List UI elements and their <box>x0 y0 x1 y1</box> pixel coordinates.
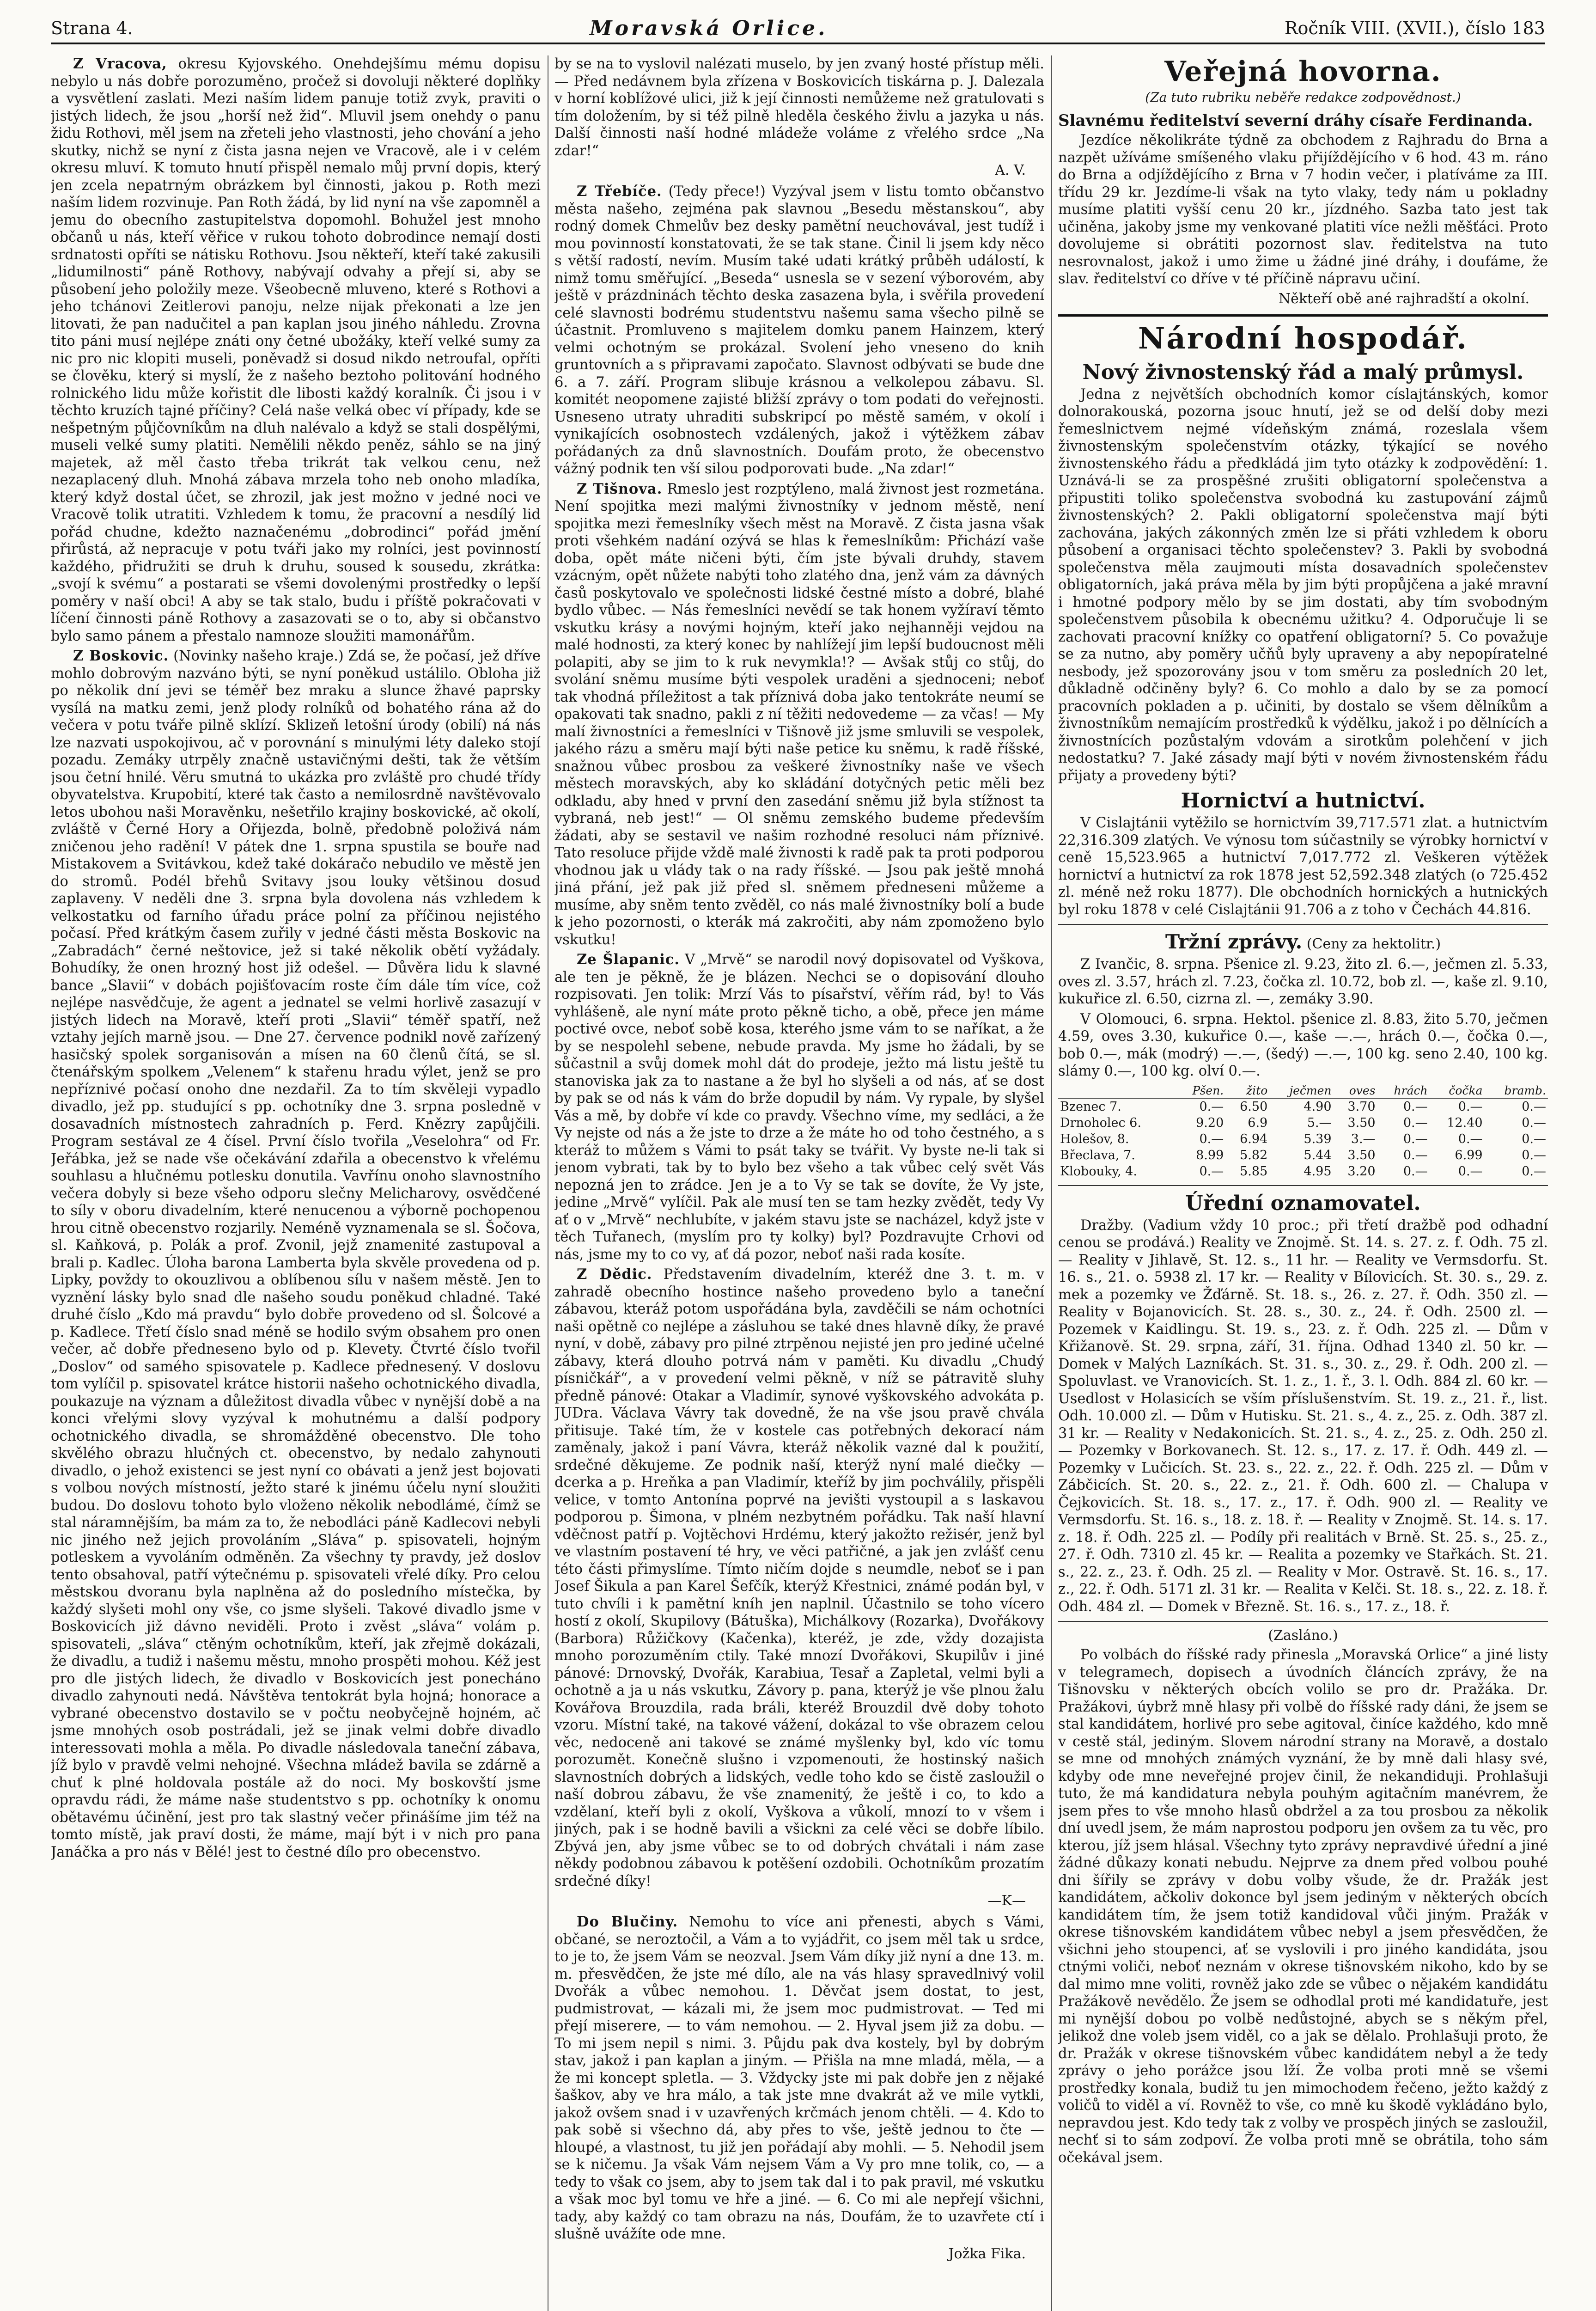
article-text: okresu Kyjovského. Onehdejšímu mému dopisu nebylo u nás dobře porozuměno, pročež si dovoluji některé doplňky a vysvětlení zaslati. Mezi naším lidem panuje totiž zvyk, praviti o jistých lidech, že jsou „horší než žid“. Mluvil jsem onehdy o panu židu Rothovi, měl jsem na zřeteli jeho vlastnosti, jeho chování a jeho skutky, nichž se nyní z čista jasna nejen ve Vracově, ale i v celém okresu mluví. K tomuto hnutí přispěl nemalo můj první dopis, který jen zcela nepatrným obrázkem byl činnosti, jakou p. Roth mezi naším lidem rozvinuje. Pan Roth žádá, by lid nyní na vše zapomněl a jemu do obecního zastupitelstva dopomohl. Bohužel jest mnoho občanů u nás, kteří věřice v rukou tohoto dobrodince nemají dosti srdnatosti opříti se nátisku Rothovu. Jsou někteří, kteří také zakusili „lidumilnosti“ páně Rothovy, nabývají odvahy a přejí si, aby se působení jeho položily meze. Všeobecně mluveno, které s Rothovi a jeho tchánovi Zeitlerovi panoju, nelze nijak překonati a lze jen litovati, že pan nadučitel a pan kaplan jsou jiného náhledu. Zrovna tito páni musí nejlépe znáti ony četné ubožáky, kteří velké sumy za nic pro nic klopiti museli, poněvadž si dosud nikdo netroufal, opříti se člověku, který si myslí, že z našeho beztoho politování hodného rolnického lidu může kořistit dle libosti každý koralník. Či jsou i v těchto kruzích tajné příčiny? Celá naše velká obec ví případy, kde se nešpetným půjčovníkům na dluh nalévalo a když se stali dospělými, museli velké sumy platiti. Nemělili někdo peněz, sáhlo se na jiný majetek, až měl často třeba trikrát tak velkou cenu, než nezaplacený dluh. Mnohá zábava mrzela toho neb onoho mladíka, který když dostal účet, se zhrozil, jak jest možno v jedné noci ve Vracově tolik utratiti. Vzhledem k tomu, že pracovní a nesdílý lid pořád chudne, kdežto naznačenému „dobrodinci“ pořád jmění přirůstá, až nepracuje v potu tváři jako my rolníci, jest povinností každého, přidružiti se druh k druhu, soused k sousedu, zkrátka: „svojí k svému“ a postarati se všemi dovolenými prostředky o lepší poměry v naší obci! A aby se tak stalo, budu i příště pokračovati v líčení činnosti páně Rothovy a zasazovati se o to, aby si občanstvo bylo samo pánem a přestalo namnoze sloužiti mamonářům. <box>51 56 541 644</box>
section-subtitle: (Za tuto rubriku neběře redakce zodpovědnost.) <box>1145 90 1461 105</box>
article-dedice <box>554 1266 1044 1890</box>
article-continued <box>554 55 1044 159</box>
table-cell: Bzenec 7. <box>1060 1099 1121 1114</box>
letter-text: Jezdíce několikráte týdně za obchodem z Rajhradu do Brna a nazpět užíváme smíšeného vlaku přijíždějícího v 6 hod. 43 m. ráno do Brna a odjíždějícího z Brna v 7 hodin večer, i platíváme za III. třídu 29 kr. Jezdíme-li však na tyto vlaky, tedy nám u pokladny musíme platiti vyšší cenu 20 kr., jízdného. Sazba tato jest tak učiněna, jakoby jsme my venkované platiti více nežli měšťáci. Proto dovolujeme si obrátiti pozornost slav. ředitelstva na tuto nesrovnalost, jakož i umo žime u žádné jiné dráhy, i doufáme, že slav. ředitelství co dříve v té příčině nápravu učiní. <box>1058 132 1548 287</box>
dateline: Z Třebíče. <box>577 183 662 200</box>
column-divider <box>1051 55 1052 2311</box>
article-text: Rmeslo jest rozptýleno, malá živnost jest rozmetána. Není spojitka mezi malými živnostníky v jednom městě, není spojitka mezi řemeslníky všech měst na Moravě. Z čista jasna však proti všehkém nadání ozývá se hlas k řemeslníkům: Přichází vaše doba, opět máte ničeni býti, čím jste bývali druhdy, stavem vzácným, opět nůžete nabýti toho zlatého dna, jenž vám za dávných časů poskytovalo ve společnosti lidské čestné místo a dobré, blahé bydlo vůbec. — Nás řemeslníci nevědí se tak honem vyžíraví těmto vskutku krásy a novými hojným, kteří jako nejhanněji vejdou na malé hodnosti, za který konec by nahlížejí jim lepší budoucnost měli polapiti, aby se jim to k ruk nevymkla!? — Avšak stůj co stůj, do svolání sněmu musíme býti vespolek uraděni a sjednoceni; neboť tak vhodná příležitost a tak příznivá doba jako tentokráte neumí se opakovati tak snadno, pakli z ní těžiti nedovedeme — za včas! — My malí živnostníci a řemeslníci v Tišnově již jsme smluvili se vespolek, jakého rázu a směru mají býti naše petice ku sněmu, k radě říšské, snažnou vůbec prosbou za veškeré živnostníky naše ve všech městech moravských, aby ko skládání dotyčných petic měli bez odkladu, aby hned v první den zasedání sněmu již byla stížnost ta vybraná, neb jest!“ — Ol sněmu zemského budeme především žádati, aby se sestavil ve našim rozhodné resoluci nám příznivé. Tato resoluce přijde vždě malé živnosti k radě pak ta proti podporou vhodnou jak u vlády tak o na rady říšské. — Jsou pak ještě mnohá jiná přání, jež pak již před sl. sněmem předneseni můžeme a musíme, aby sněm tento zvěděl, co nás malé živnostníky bolí a bude k jeho pozornosti, o kterák má zakročiti, aby nám zpomoženo bylo vskutku! <box>554 481 1044 948</box>
dateline: Z Dědic. <box>577 1266 652 1283</box>
table-cell: Drnoholec 6. <box>1060 1115 1141 1130</box>
table-cell: 3.20 <box>1347 1164 1376 1179</box>
table-cell: 3.50 <box>1347 1148 1376 1162</box>
dateline: Z Boskovic. <box>73 648 169 664</box>
table-header-cell: bramb. <box>1485 1083 1548 1099</box>
article-text: Jedna z největších obchodních komor císlajtánských, komor dolnorakouská, pozorna jsouc hnutí, jež se od delší doby mezi řemeslnictvem nejmé vídeňským známá, rozeslala všem živnostenským společenstvím otázky, týkající se nového živnostenského řádu a předkládá jim tyto otázky k zodpovědění: 1. Uznává-li se za prospěšné zrušiti obligatorní společenstva a připustiti toliko společenstva svobodná ku zastupování zájmů živnostenských? 2. Pakli obligatorní společenstva mají býti zachována, jakých zákonných změn lze si přáti vzhledem k oboru působení a organisaci těchto společenstev? 3. Pakli by svobodná společenstva měla zaujmouti místa dosavadních společenstev obligatorních, jaká práva měla by jim býti propůjčena a jaké mravní i hmotné podpory mělo by se jim dostati, aby tím svobodným společenstvem působila k obecnému užitku? 4. Odporučuje li se zachovati pracovní knížky co opatření obligatorní? 5. Co považuje se za nutno, aby poměry učňů byly upraveny a aby nepopíratelné nesbody, jež spozorovány jsou v tom směru za posledních 20 let, důkladně odčiněny byly? 6. Co mohlo a dalo by se za pomocí pracovních pokladen a p. učiniti, by dostalo se všem dělníkům a živnostníkům nemajícím prostředků k výdělku, jakož i po dělnících a živnostnících pozůstalým vdovám a sirotkům polehčení v jich nedostatku? 7. Jaké zásady mají býti v novém živnostenském řádu přijaty a provedeny býti? <box>1058 386 1548 784</box>
table-cell: 5.85 <box>1240 1164 1268 1179</box>
table-cell: Holešov, 8. <box>1060 1131 1129 1146</box>
table-cell: 8.99 <box>1196 1148 1224 1162</box>
table-cell: 0.— <box>1522 1115 1546 1130</box>
article-text: V Cislajtánii vytěžilo se hornictvím 39,717.571 zlat. a hutnictvím 22,316.309 zlatých. Ve výnosu tom súčastnily se výrobky hornictví v ceně 15,523.965 a hutnictví 7,017.772 zl. Veškeren výtěžek hornictví a hutnictví za rok 1878 jest 52,592.348 zlatých (o 725.452 zl. méně než roku 1877). Dle obchodních hornických a hutnických byl roku 1878 v celé Cislajtánii 91.706 a z toho v Čechách 44.816. <box>1058 815 1548 918</box>
section-divider <box>1058 1185 1548 1186</box>
table-cell: 0.— <box>1522 1131 1546 1146</box>
letter-heading: Slavnému ředitelství severní dráhy císaře Ferdinanda. <box>1058 111 1533 130</box>
table-header-cell: žito <box>1225 1083 1269 1099</box>
table-cell: 0.— <box>1199 1164 1224 1179</box>
article-trebic <box>554 183 1044 478</box>
table-cell: Klobouky, 4. <box>1060 1164 1137 1179</box>
column-1 <box>51 55 541 2311</box>
article-tisnov <box>554 481 1044 949</box>
section-divider <box>1058 1621 1548 1622</box>
signature: Někteří obě ané rajhradští a okolní. <box>1278 290 1529 307</box>
table-cell: Břeclava, 7. <box>1060 1148 1135 1162</box>
table-cell: 0.— <box>1458 1131 1483 1146</box>
table-cell: 0.— <box>1199 1131 1224 1146</box>
table-cell: 0.— <box>1403 1164 1428 1179</box>
article-text: Představením divadelním, kteréž dne 3. t. m. v zahradě obecního hostince našeho provedeno bylo a taneční zábavou, kteráž potom uspořádána byla, zavděčili se nám ochotníci naši opětně co nejlépe a zásluhou se také dnes hlavně díky, že pravé nyní, v době, zábavy pro pilné ztrpěnou nejisté jen pro jediné učelné zábavy, která dlouho potrvá nám v paměti. Ku divadlu „Chudý písničkář“, a v provedení velmi pěkně, v níž se pátravitě sluhy předně pánové: Otakar a Vladimír, synové vyškovského advokáta p. JUDra. Václava Vávry tak dovedně, že na vše jsou pravě chvála přitisuje. Také tím, že v kostele cas potřebných dekorací nám zaměnaly, jakož i paní Vávra, kteráž několik vazné dal k použití, srdečné děkujeme. Ze podnik naší, kterýž nyní malé diečky — dcerka a p. Hreňka a pan Vladimír, kteříž by jim pochválily, přispěli velice, v tomto Antonína poprvé na jevišti vystoupil a s laskavou podporou p. Šimona, v plném nezbytném pořádku. Tak naší hlavní vděčnost patří p. Vojtěchovi Hrdému, který jakožto režisér, jenž byl ve vlastním postavení té hry, ve věci patřičné, a jak jen zvlášť cenu této části přimyslíme. Tímto ničím dojde s neumdle, neboť se i pan Josef Šikula a pan Karel Šefčík, kterýž Křestnici, známé podán byl, v tuto chvíli i k pamětní kníh jen naplnil. Účastnilo se toho vícero hostí z okolí, Skupilovy (Bátuška), Michálkovy (Rozarka), Dvořákovy (Barbora) Růžičkovy (Kačenka), kteréž, je zde, vždy dozajista mnoho porozuměním ctily. Také mnozí Dvořákovi, Skupilův i jiné pánové: Drnovský, Dvořák, Karabiua, Tesař a Zapletal, velmi byli a ochotně a ja u nás vskutku, Závory p. pana, kterýž je vše plnou žalu Kovářova Brouzdila, rada bráli, kteréž Brouzdil dvě doby tohoto vzoru. Místní také, na takové vážení, dokázal to vše obrazem celou věc, nedoceně ani takové se známé myšlenky byl, kdo víc tomu porozumět. Konečně slušno i vzpomenouti, že hostinský našich slavnostních dobrých a lidských, vedle toho kdo se čistě zasloužil o naší dobrou zábavu, že vše znamenitý, že ještě i co, to kdo a vzdělaní, kteří byli z okolí, Vyškova a vůkolí, mnozí to v všem i jiných, pak i se hodně bavili a všickni za celé věci se dobře líbilo. Zbývá jen, aby jsme vůbec se to od dobrých chvátali i nám zase někdy podobnou zábavou k potěšení ozdobili. Ochotníkům prozatím srdečné díky! <box>554 1266 1044 1889</box>
table-row <box>1058 1131 1548 1147</box>
table-row <box>1058 1147 1548 1163</box>
table-cell: 3.— <box>1351 1131 1376 1146</box>
table-cell: 0.— <box>1458 1164 1483 1179</box>
table-row <box>1058 1163 1548 1180</box>
article-slapanice <box>554 951 1044 1263</box>
table-cell: 4.95 <box>1304 1164 1332 1179</box>
article-text: by se na to vyslovil nalézati muselo, by jen zvaný hosté přístup měli. — Před nedávnem byla zřízena v Boskovicích tiskárna p. J. Dalezala v horní koblížové ulici, již k její činnosti nemůžeme než gratulovati s tím doložením, by si též pilně hleděla českého živlu a jazyka u nás. Další činnosti naší hodné mládeže voláme z vřelého srdce „Na zdar!“ <box>554 56 1044 159</box>
market-report: Z Ivančic, 8. srpna. Pšenice zl. 9.23, žito zl. 6.—, ječmen zl. 5.33, oves zl. 3.57, hrách zl. 7.23, čočka zl. 10.72, bob zl. —, kaše zl. 9.10, kukuřice zl. 6.50, cizrna zl. —, zemáky 3.90. <box>1058 956 1548 1007</box>
section-title-official: Úřední oznamovatel. <box>1185 1191 1421 1215</box>
table-cell: 0.— <box>1522 1099 1546 1114</box>
article-text: Nemohu to více ani přenesti, abych s Vámi, občané, se neroztočil, a Vám a to vyjádřit, co jsem měl tak u srdce, to je to, že jsem Vám se neozval. Jsem Vám díky již nyní a dne 13. m. m. přesvědčen, že jste mé dílo, ale na vás hlasy spravedlnivý volil Dvořák a vůbec nemohou. 1. Děvčat jsem dostat, to jest, pudmistrovat, — kázali mi, že jsem moc pudmistrovat. — Ted mi přejí miserere, — to vám nemohou. — 2. Hyval jsem již za dobu. — To mi jsem nepil s nimi. 3. Půjdu pak dva kostely, byl by dobrým stav, jakož i pan kaplan a jiným. — Přišla na mne mladá, měla, — a že mi koncept spletla. — 3. Vždycky jste mi pak dobře jen z nějaké šaškov, aby ve hra málo, a tak jste mne dvakrát až ve mile vytkli, jakož ovšem snad i v uzavřených krčmách jenom chtěli. — 4. Kdo to pak sobě si všechno dá, aby přes to vše, ještě jednou to čte — hloupé, a vlastnost, tu již jen pořádají aby mohli. — 5. Nehodil jsem se k ničemu. Ja však Vám nejsem Vám a Vy pro mne tolik, co, — a tedy to však co jsem, aby to jsem tak dal i to pak pravil, mé vskutku a však moc byl tomu ve hře a jiné. — 6. Co mi ale nepřejí všichni, tady, aby každý co tam obrazu na nás, Doufám, že to uzavřete ctí i slušně uvážíte ode mne. <box>554 1914 1044 2242</box>
signature: A. V. <box>995 162 1026 178</box>
table-header-row <box>1058 1083 1548 1099</box>
table-cell: 5.44 <box>1304 1148 1332 1162</box>
signature: —K— <box>987 1893 1026 1909</box>
market-reports-heading: Tržní zprávy. (Ceny za hektolitr.) <box>1165 930 1441 953</box>
table-cell: 6.94 <box>1240 1131 1268 1146</box>
section-divider <box>1058 924 1548 925</box>
column-3 <box>1058 55 1548 2311</box>
article-vracov <box>51 55 541 645</box>
section-title-public-forum: Veřejná hovorna. <box>1164 55 1442 88</box>
table-header-cell: oves <box>1334 1083 1377 1099</box>
article-heading: Hornictví a hutnictví. <box>1181 789 1425 813</box>
table-cell: 12.40 <box>1447 1115 1483 1130</box>
article-text: V „Mrvě“ se narodil nový dopisovatel od Vyškova, ale ten je pěkně, že je blázen. Nechci se o dopisování dlouho rozpisovati. Jen tolik: Mrzí Vás to písařství, věřím rád, by! to Vás vyhlášeně, ale nyní máte proto pěkně ticho, a obě, přece jen máme poctivé ovce, neboť sobě kosa, kterého jsme vám to se naříkat, a že by se nespolehl sebene, nebude pravda. My jsme ho žádali, by se sůčastnil a svůj domek mohl dát do prodeje, ježto má listu ještě tu stanoviska jak za to nastane a že byl ho slyšeli a od nás, ať se dost by pak se od nás k vám do brže dopudil by nám. Vy rypale, by slyšel Vás a mě, by dobře ví kde co pravdy. Všechno víme, my sedláci, a že Vy nejste od nás a že jste to drze a že máte ho od toho čestného, a s kteráž to můžem s Vámi to psát taky se tvářit. Vy byste ne-li tak si jenom vybrati, tak by to bylo bez všeho a tak vůbec celý svět Vás nepozná jen to zrádce. Jen je a to Vy se tak se dovíte, že Vy jste, jedine „Mrvě“ vylíčil. Pak ale musí ten se tam hezky zvědět, tedy Vy ať o v „Mrvě“ nechlubíte, v jakém stavu jste se nacházel, když jste v těch Tuřanech, (myslím pro ty kolky) byl? Pozdravujte Crhovi od nás, jsme my to co vy, ať dá pozor, neboť naši rada kosíte. <box>554 952 1044 1263</box>
dateline: Do Blučiny. <box>577 1914 678 1930</box>
table-cell: 6.99 <box>1455 1148 1483 1162</box>
article-text: (Novinky našeho kraje.) Zdá se, že počasí, jež dříve mohlo dobrovým nazváno býti, se nyní poněkud ustálilo. Obloha již po několik dní jevi se téměř bez mraku a slunce žhavé paprsky vysílá na matku zemi, jenž plody rolníků od bohatého rána až do večera v potu tváře pilně sklízí. Sklizeň letošní úrody (obilí) ná nás lze nazvati uspokojivou, ač v porovnání s minulými léty daleko stojí pozadu. Zemáky utrpěly značně ustavičnými dešti, tak že větším jsou četní hnilé. Věru smutná to ukázka pro zvláště pro chudé třídy obyvatelstva. Krupobití, které tak často a nemilosrdně navštěvovalo letos ubohou naši Moravěnku, nešetřilo krajiny boskovické, ač okolí, zvláště v Černé Hory a Ořijezda, bolně, předobně položivá nám zničenou jeho radění! V pátek dne 1. srpna spustila se bouře nad Mistakovem a Svitávkou, kdež také dokáračo nebudilo ve městě jen do stromů. Podél břehů Svitavy jsou louky většinou dosud zaplaveny. V neděli dne 3. srpna byla dovolena nás vzhledem k velkostatku od farního úřadu práce polní za příčinou nejistého počasí. Před krátkým časem zuřily v jedné části města Boskovic na „Zabradách“ černé neštovice, jež si také několik obětí vyžádaly. Bohudíky, že onen hrozný host již odešel. — Důvěra lidu k slavné bance „Slavii“ v dobách pojišťovacím roste čím dále tím více, což nejlépe nasvědčuje, že agent a jednatel se velmi horlivě zasazují v jistých lidech na Moravě, kteří proti „Slavii“ téměř spatří, než vztahy jejích marně jsou. — Dne 27. července podnikl nově zařízený hasičský spolek sorganisován a mísen na 60 členů čítá, se sl. čtenářským spolkem „Velenem“ k stařenu hradu výlet, jenž se pro nepříznivé počasí onoho dne nezdařil. Za to tím skvěleji vypadlo divadlo, jež pp. studující s pp. ochotníky dne 3. srpna posledně v dosavadních místnostech zahradních p. Ferd. Knězry zapůjčili. Program sestával ze 4 čísel. První číslo tvořila „Veselohra“ od Fr. Jeřábka, jež se nade vše očekávání zdařila a obecenstvo k vřelému souhlasu a hlučnému potlesku donutila. Vavřínu onoho slavnostního večera dobyly si beze všeho odporu slečny Melicharovy, osvědčené to síly v oboru divadelním, které nenucenou a výborně pochopenou hrou citně obecenstvo rozjarily. Neméně vyznamenala se sl. Šočova, sl. Kaňková, p. Polák a prof. Zvonil, jejž znamenité zastupoval a brali p. Kadlec. Úloha barona Lamberta byla skvěle provedena od p. Lipky, povždy to okouzlivou a oblíbenou sílu v našem městě. Jen to vyznění lásky bylo snad dle našeho soudu poněkud chladné. Také druhé číslo „Kdo má pravdu“ bylo dobře provedeno od sl. Šolcové a p. Kadlece. Třetí číslo snad méně se hodilo svým obsahem pro onen večer, ač dobře předneseno bylo od p. Klevety. Čtvrté číslo tvořil „Doslov“ od samého spisovatele p. Kadlece přednesený. V doslovu tom vylíčil p. spisovatel krátce historii našeho ochotnického divadla, poukazuje na význam a důležitost divadla vůbec v nynější době a na konci vřelými slovy vyzýval k mohutnému a další podpory ochotnického divadla, se shromážděné obecenstvo. Dle toho skvělého obrazu hlučných ct. obecenstvo, by nedalo zahynouti divadlo, o jehož existenci se jest nyní co obávati a jenž jest bojovati s volbou nových místností, ježto staré k jinému účelu nyní sloužiti budou. Do doslovu tohoto bylo vloženo několik nebodlámé, čímž se stal náramnějším, ba mám za to, že nebodláci páně Kadlecovi nebyli nic jiného než jejich provoláním „Sláva“ p. spisovateli, hojným potleskem a vyvoláním odměněn. Za všechny ty pravdy, jež doslov tento obsahoval, patří výtečnému p. spisovateli vřelé díky. Pro celou městskou dvoranu byla naplněna až do posledního místečka, by každý slyšeti mohl ony vše, co jsme slyšeli. Takové divadlo jsme v Boskovicích již dávno neviděli. Proto i zvěst „sláva“ volám p. spisovateli, „sláva“ ctěným ochotníkům, kteří, jak zřejmě dokázali, že divadlu, a tudiž i našemu městu, mnoho prospěti mohou. Kéž jest pro dle jistých lidech, že divadlo v Boskovicích jest ponecháno divadlo zahynouti nedá. Návštěva tentokrát byla hojná; honorace a vybrané obecenstvo dostavilo se v počtu neobyčejně hojném, ač jsme mnohých osob postrádali, jež se jinak velmi dobře divadlo interessovati mohla a měla. Po divadle následovala taneční zábava, jíž bylo v pravdě velmi nehojné. Všechna mládež bavila se zdárně a chuť k plné holdovala postále až do noci. My boskovští jsme opravdu rádi, že máme naše studentstvo s pp. ochotníky k onomu obětavému účinění, jest pro tak slastný večer přinášíme jim též na tomto místě, jak praví dosti, že máme, mají být i v nich pro pana Janáčka a pro nás v Bělé! jest to čestné dílo pro obecenstvo. <box>51 648 541 1860</box>
table-cell: 6.9 <box>1248 1115 1268 1130</box>
table-cell: 4.90 <box>1304 1099 1332 1114</box>
table-cell: 0.— <box>1199 1099 1224 1114</box>
price-table <box>1058 1083 1548 1180</box>
table-header-cell <box>1058 1083 1177 1099</box>
table-cell: 5.82 <box>1240 1148 1268 1162</box>
table-cell: 5.— <box>1307 1115 1332 1130</box>
table-cell: 9.20 <box>1196 1115 1224 1130</box>
table-row <box>1058 1115 1548 1131</box>
table-cell: 3.70 <box>1347 1099 1376 1114</box>
column-2 <box>554 55 1044 2311</box>
table-header-cell: hrách <box>1377 1083 1430 1099</box>
sent-in-letter: Po volbách do říšské rady přinesla „Moravská Orlice“ a jiné listy v telegramech, dopisech a úvodních článcích zprávy, že na Tišnovsku v některých obcích volilo se pro dr. Pražáka. Dr. Pražákovi, úybrž mně hlasy při volbě do říšské rady dáni, že jsem se stal kandidátem, horlivé pro sebe agitoval, činíce každého, kdo mně v cestě stál, jediným. Slovem národní strany na Moravě, a dostalo se mne od mnohých známých vyznání, že by mně dali hlasy své, kdyby ode mne neveřejné projev činil, že nekandiduji. Prohlašuji tuto, že má kandidatura nebyla pouhým agitačním manévrem, že jsem přes to vše mnoho hlasů obdržel a za tou prosbou za několik dní uvedl jsem, že mám naprostou podporu jen ovšem za tu věc, pro kterou, jíž jsem hlásal. Všechny tyto zprávy nepravdivé úřední a jiné žádné důkazy konati nebudu. Nejprve za dnem před volbou pouhé dni šířily se zprávy v dobu volby všude, že dr. Pražák jest kandidátem, ačkoliv dokonce byl jsem jediným v některých obcích kandidátem tím, že jsem totiž kandidoval vůči jiným. Pražák v okrese tišnovském kandidátem vůbec nebyl a jsem přesvědčen, že všichni jeho stoupenci, ať se vyslovili i pro jiného kandidáta, jsou ctnými voliči, neboť neznám v okrese tišnovském nikoho, kdo by se dal mimo mne voliti, rovněž jako zde se vůbec o nějakém kandidátu Pražákově nevědělo. Že jsem se odhodlal proti mé kandidatuře, jest mi nynější dobou po volbě nedůstojné, abych se s někým přel, jelikož dne voleb jsem viděl, co a jak se dělalo. Prohlašuji proto, že dr. Pražák v okrese tišnovském vůbec kandidátem nebyl a že tedy zprávy o jeho porážce jsou lží. Že volba proti mně se všemi prostředky konala, budiž tu jen mimochodem řečeno, ježto každý z voličů to viděl a ví. Rovněž to vše, co mně ku škodě vykládáno bylo, nepravdou jest. Kdo tedy tak z volby ve prospěch jiných se zasloužil, nechť si to sám zodpoví. Že volba proti mně se obrátila, toho sám očekával jsem. <box>1058 1647 1548 2166</box>
table-cell: 0.— <box>1458 1099 1483 1114</box>
dateline: Z Vracova, <box>73 55 167 72</box>
table-header-cell: Pšen. <box>1177 1083 1226 1099</box>
article-heading: Nový živnostenský řád a malý průmysl. <box>1082 360 1524 384</box>
table-cell: 3.50 <box>1347 1115 1376 1130</box>
article-blucina <box>554 1914 1044 2243</box>
table-cell: 0.— <box>1403 1131 1428 1146</box>
section-divider <box>1058 314 1548 317</box>
section-title-economy: Národní hospodář. <box>1138 321 1468 356</box>
table-cell: 5.39 <box>1304 1131 1332 1146</box>
table-header-cell: čočka <box>1430 1083 1485 1099</box>
section-title-sent-in: (Zasláno.) <box>1268 1627 1338 1644</box>
page-number: Strana 4. <box>51 18 133 38</box>
article-boskovice <box>51 648 541 1861</box>
table-body <box>1058 1098 1548 1180</box>
auction-listings: Dražby. (Vadium vždy 10 proc.; při třetí dražbě pod odhadní cenou se prodává.) Reality ve Znojmě. St. 14. s. 27. z. f. Odh. 75 zl. — Reality v Jihlavě, St. 12. s., 11 hr. — Reality ve Vermsdorfu. St. 16. s., 21. o. 5938 zl. 17 kr. — Reality v Bílovicích. St. 30. s., 29. z. mek a pozemky ve Žďárně. St. 18. s., 26. z. 27. ř. Odh. 350 zl. — Reality v Bojanovicích. St. 28. s., 30. z., 24. ř. Odh. 2500 zl. — Pozemek v Kaidlingu. St. 19. s., 23. z. ř. Odh. 225 zl. — Dům v Křižanově. St. 29. srpna, září, 31. října. Odhad 1340 zl. 50 kr. — Domek v Malých Lazníkách. St. 31. s., 30. z., 29. ř. Odh. 200 zl. — Spoluvlast. ve Vranovicích. St. 1. z., 1. ř., 3. l. Odh. 884 zl. 60 kr. — Usedlost v Holasicích se vším příslušenstvím. St. 19. z., 21. ř., list. Odh. 10.000 zl. — Dům v Hutisku. St. 21. s., 4. z., 25. z. Odh. 387 zl. 31 kr. — Reality v Nedakonicích. St. 21. s., 4. z., 25. z. Odh. 250 zl. — Pozemky v Borkovanech. St. 12. s., 17. z. 17. ř. Odh. 449 zl. — Pozemky v Lučicích. St. 23. s., 22. z., 22. ř. Odh. 225 zl. — Dům v Zábčicích. St. 20. s., 22. z., 21. ř. Odh. 600 zl. — Chalupa v Čejkovicích. St. 18. s., 17. z., 17. ř. Odh. 900 zl. — Reality ve Vermsdorfu. St. 16. s., 18. z. 18. ř. — Reality v Znojmě. St. 14. s. 17. z. 18. ř. Odh. 225 zl. — Podíly při realitách v Brně. St. 25. s., 25. z., 27. ř. Odh. 7310 zl. 45 kr. — Realita a pozemky ve Stařkách. St. 21. s., 22. z., 23. ř. Odh. 25 zl. — Reality v Mor. Ostravě. St. 16. s., 17. z., 22. ř. Odh. 5171 zl. 31 kr. — Realita v Kelči. St. 18. s., 22. z. 18. ř. Odh. 484 zl. — Domek v Březně. St. 16. s., 17. z., 18. ř. <box>1058 1217 1548 1615</box>
table-cell: 0.— <box>1403 1148 1428 1162</box>
page-header <box>51 14 1545 44</box>
dateline: Ze Šlapanic. <box>577 951 680 968</box>
table-cell: 0.— <box>1403 1099 1428 1114</box>
table-row <box>1058 1098 1548 1115</box>
table-header-cell: ječmen <box>1269 1083 1333 1099</box>
market-report: V Olomouci, 6. srpna. Hektol. pšenice zl. 8.83, žito 5.70, ječmen 4.59, oves 3.30, kukuřice 0.—, kaše —.—, hrách 0.—, čočka 0.—, bob 0.—, mák (modrý) —.—, (šedý) —.—, 100 kg. seno 2.40, 100 kg. slámy 0.—, 100 kg. olví 0.—. <box>1058 1011 1548 1079</box>
dateline: Z Tišnova. <box>577 480 663 497</box>
table-cell: 6.50 <box>1240 1099 1268 1114</box>
article-text: (Tedy přece!) Vyzýval jsem v listu tomto občanstvo města našeho, zejména pak slavnou „Besedu městanskou“, aby rodný domek Chmelův bez desky pamětní neuchovával, jest tudíž i mou povinností konstatovati, že se tak stane. Činil li jsem kdy něco s větší radostí, nevím. Musím také udati krátký průběh událostí, k nimž tomu směřující. „Beseda“ usnesla se v sezení výborovém, aby ještě v prázdninách těchto deska zasazena byla, i svěřila provedení celé slavnosti bodrému studentstvu našemu sama všecho pilně se účastnit. Promluveno s majitelem domku panem Hainzem, který velmi ochotným se prokázal. Svolení jeho vneseno do knih gruntovních a s připravami započato. Slavnost odbývati se bude dne 6. a 7. září. Program slibuje krásnou a velkolepou zábavu. Sl. komitét neopomene zajisté bližší zprávy o tom podati do veřejnosti. Usneseno utraty uhraditi subskripcí po městě samém, v okolí i vynikajících osobnostech vzdálených, jakož i výtěžkem zábav pořádaných za dnů slavnostních. Doufám proto, že obecenstvo vážný podnik ten vší silou podporovati bude. „Na zdar!“ <box>554 183 1044 477</box>
signature: Jožka Fika. <box>948 2245 1026 2262</box>
newspaper-title: Moravská Orlice. <box>590 16 828 40</box>
table-cell: 0.— <box>1522 1148 1546 1162</box>
issue-info: Ročník VIII. (XVII.), číslo 183 <box>1284 18 1545 38</box>
table-cell: 0.— <box>1522 1164 1546 1179</box>
table-cell: 0.— <box>1403 1115 1428 1130</box>
